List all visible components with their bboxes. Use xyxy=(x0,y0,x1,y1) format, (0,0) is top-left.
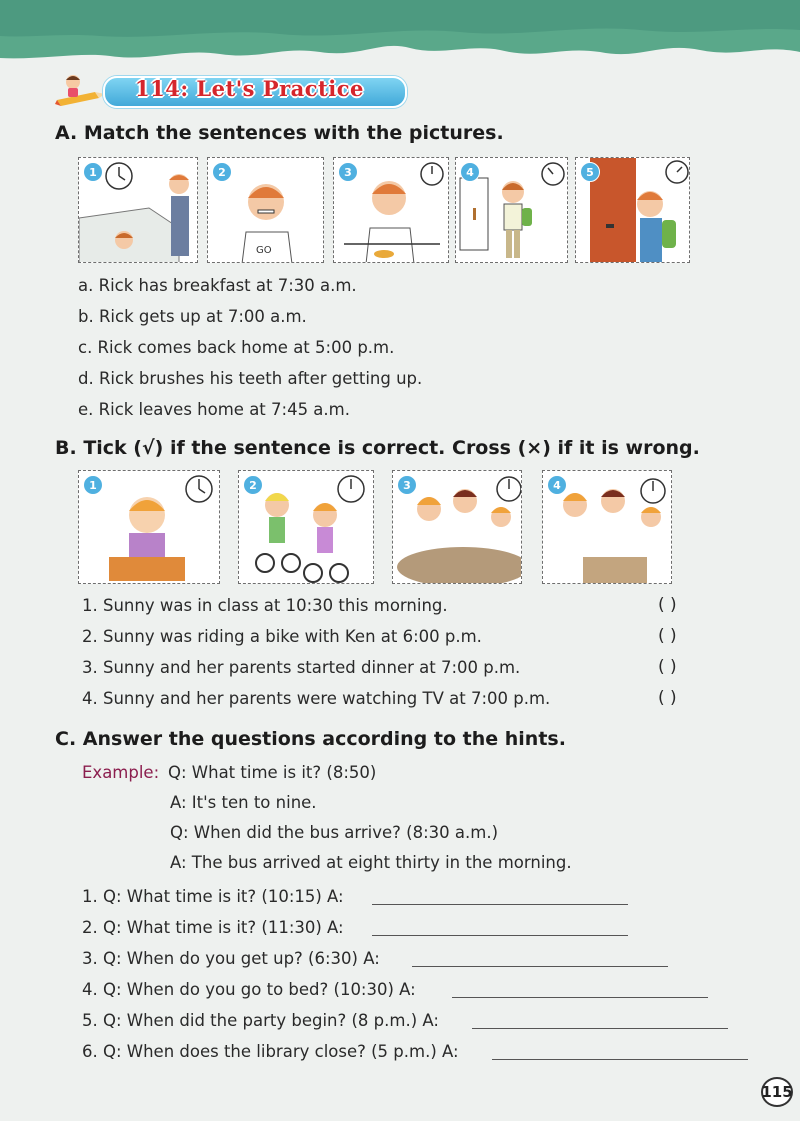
picture-number-badge: 1 xyxy=(83,475,103,495)
statement-4: 4. Sunny and her parents were watching TV at 7:00 p.m. xyxy=(82,689,551,708)
picture-number-badge: 5 xyxy=(580,162,600,182)
title-banner xyxy=(55,70,415,110)
statement-2: 2. Sunny was riding a bike with Ken at 6:00 p.m. xyxy=(82,627,482,646)
section-c-heading: C. Answer the questions according to the hints. xyxy=(55,728,566,750)
question-2: 2. Q: What time is it? (11:30) A: xyxy=(82,918,344,937)
picture-a1 xyxy=(78,157,198,263)
picture-number-badge: 1 xyxy=(83,162,103,182)
example-question-1: Q: What time is it? (8:50) xyxy=(168,763,377,782)
page-number: 115 xyxy=(761,1077,793,1107)
answer-box-1[interactable]: ( ) xyxy=(658,595,677,615)
answer-line-3[interactable] xyxy=(412,966,668,967)
answer-box-2[interactable]: ( ) xyxy=(658,626,677,646)
kid-on-pencil-icon xyxy=(55,70,109,110)
answer-line-5[interactable] xyxy=(472,1028,728,1029)
sentence-c: c. Rick comes back home at 5:00 p.m. xyxy=(78,338,395,357)
sentence-b: b. Rick gets up at 7:00 a.m. xyxy=(78,307,307,326)
question-1: 1. Q: What time is it? (10:15) A: xyxy=(82,887,344,906)
statement-3: 3. Sunny and her parents started dinner at 7:00 p.m. xyxy=(82,658,521,677)
question-4: 4. Q: When do you go to bed? (10:30) A: xyxy=(82,980,416,999)
section-b-heading: B. Tick (√) if the sentence is correct. Cross (×) if it is wrong. xyxy=(55,437,700,459)
question-6: 6. Q: When does the library close? (5 p.m.) A: xyxy=(82,1042,459,1061)
picture-b1 xyxy=(78,470,220,584)
picture-b3 xyxy=(392,470,522,584)
picture-number-badge: 3 xyxy=(397,475,417,495)
page-title: 114: Let's Practice xyxy=(135,76,364,101)
example-answer-1: A: It's ten to nine. xyxy=(170,793,317,812)
answer-line-2[interactable] xyxy=(372,935,628,936)
picture-a4 xyxy=(455,157,568,263)
example-label: Example: xyxy=(82,763,160,782)
picture-b4 xyxy=(542,470,672,584)
example-answer-2: A: The bus arrived at eight thirty in the morning. xyxy=(170,853,572,872)
picture-number-badge: 2 xyxy=(243,475,263,495)
answer-box-4[interactable]: ( ) xyxy=(658,688,677,708)
question-3: 3. Q: When do you get up? (6:30) A: xyxy=(82,949,380,968)
sentence-a: a. Rick has breakfast at 7:30 a.m. xyxy=(78,276,357,295)
picture-number-badge: 4 xyxy=(460,162,480,182)
sentence-d: d. Rick brushes his teeth after getting up. xyxy=(78,369,423,388)
answer-line-4[interactable] xyxy=(452,997,708,998)
picture-number-badge: 3 xyxy=(338,162,358,182)
answer-line-6[interactable] xyxy=(492,1059,748,1060)
picture-a5 xyxy=(575,157,690,263)
section-a-heading: A. Match the sentences with the pictures. xyxy=(55,122,504,144)
answer-box-3[interactable]: ( ) xyxy=(658,657,677,677)
picture-a3 xyxy=(333,157,449,263)
sentence-e: e. Rick leaves home at 7:45 a.m. xyxy=(78,400,350,419)
example-question-2: Q: When did the bus arrive? (8:30 a.m.) xyxy=(170,823,499,842)
picture-b2 xyxy=(238,470,374,584)
question-5: 5. Q: When did the party begin? (8 p.m.) A: xyxy=(82,1011,439,1030)
answer-line-1[interactable] xyxy=(372,904,628,905)
picture-a2 xyxy=(207,157,324,263)
statement-1: 1. Sunny was in class at 10:30 this morning. xyxy=(82,596,448,615)
picture-number-badge: 2 xyxy=(212,162,232,182)
picture-number-badge: 4 xyxy=(547,475,567,495)
svg-text:GO: GO xyxy=(256,245,272,256)
